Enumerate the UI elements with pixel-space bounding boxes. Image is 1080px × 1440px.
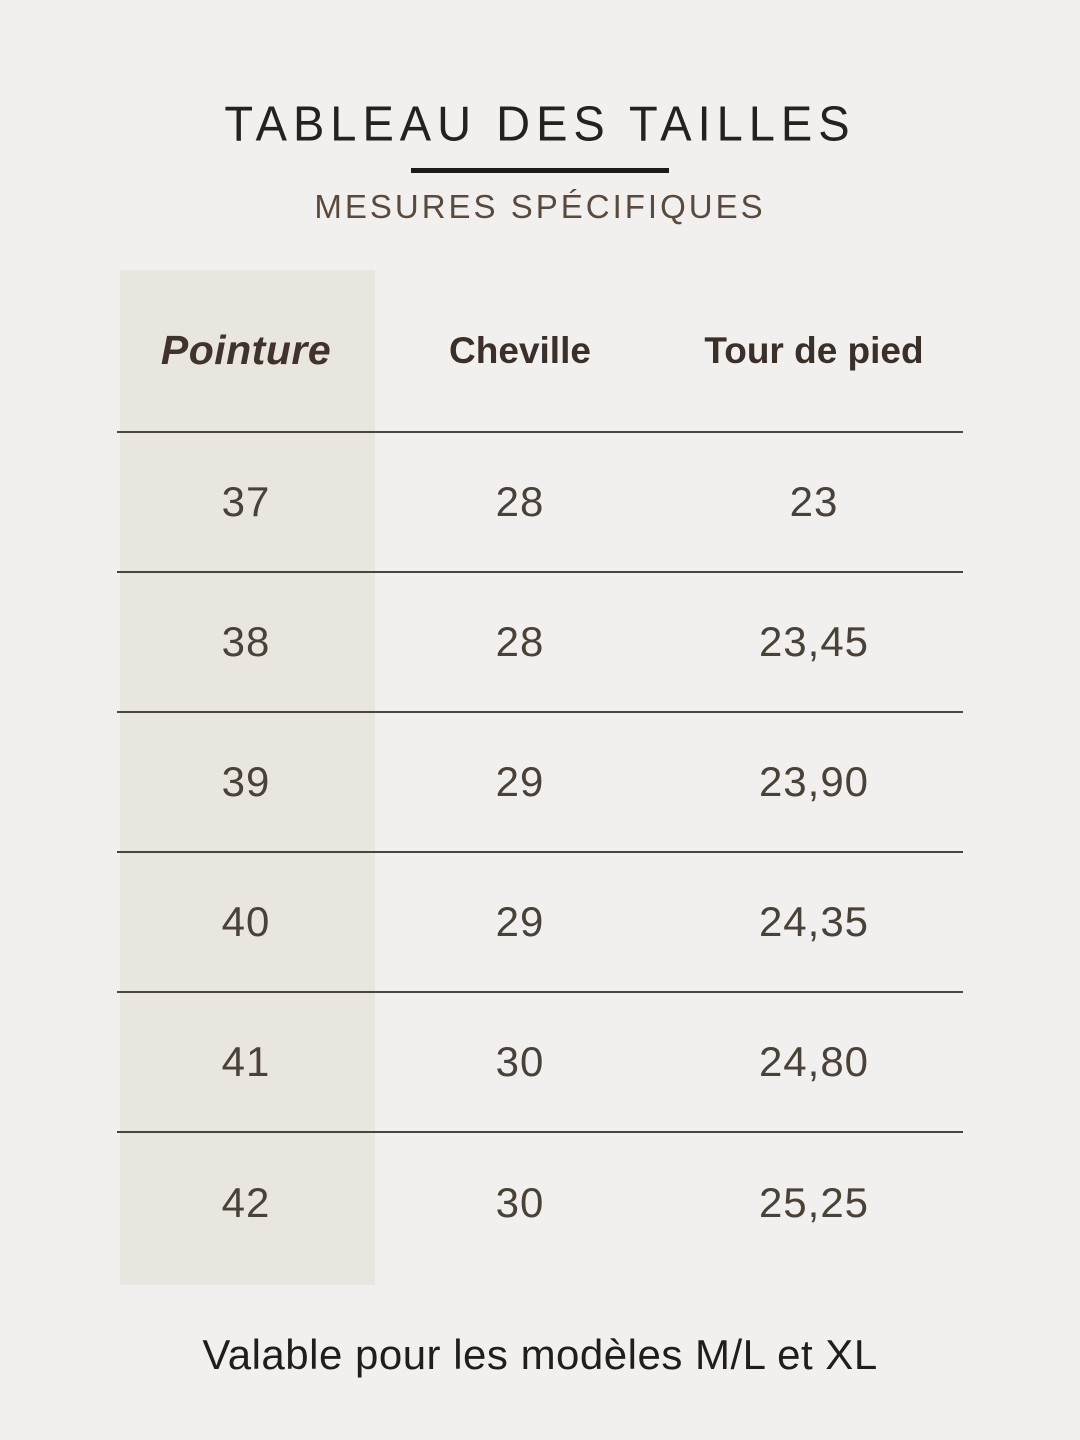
cheville-cell: 29 — [495, 898, 545, 945]
cheville-cell: 28 — [495, 478, 545, 525]
cheville-cell: 29 — [495, 758, 545, 805]
pointure-cell: 38 — [221, 618, 271, 665]
cheville-cell: 30 — [495, 1038, 545, 1085]
table-header-row — [117, 270, 963, 433]
chart-header — [0, 0, 1080, 226]
tour-de-pied-cell: 24,35 — [758, 898, 870, 945]
tour-de-pied-cell: 23,45 — [758, 618, 870, 665]
tour-de-pied-cell: 24,80 — [758, 1038, 870, 1085]
tour-de-pied-cell: 23,90 — [758, 758, 870, 805]
tour-de-pied-cell: 23 — [789, 478, 839, 525]
pointure-cell: 37 — [221, 478, 271, 525]
column-header-tour-de-pied: Tour de pied — [704, 329, 924, 371]
pointure-cell: 42 — [221, 1179, 271, 1226]
page-title: TABLEAU DES TAILLES — [224, 95, 856, 152]
size-table — [117, 270, 963, 1273]
column-header-pointure: Pointure — [160, 327, 332, 373]
column-header-cheville: Cheville — [449, 329, 591, 371]
table-row — [117, 713, 963, 853]
pointure-cell: 41 — [221, 1038, 271, 1085]
table-row — [117, 993, 963, 1133]
cheville-cell: 28 — [495, 618, 545, 665]
validity-note: Valable pour les modèles M/L et XL — [202, 1331, 878, 1378]
table-row — [117, 1133, 963, 1273]
pointure-cell: 39 — [221, 758, 271, 805]
pointure-cell: 40 — [221, 898, 271, 945]
table-row — [117, 853, 963, 993]
page-subtitle: MESURES SPÉCIFIQUES — [314, 188, 766, 225]
table-row — [117, 573, 963, 713]
tour-de-pied-cell: 25,25 — [758, 1179, 870, 1226]
cheville-cell: 30 — [495, 1179, 545, 1226]
title-underline — [411, 168, 669, 173]
table-row — [117, 433, 963, 573]
